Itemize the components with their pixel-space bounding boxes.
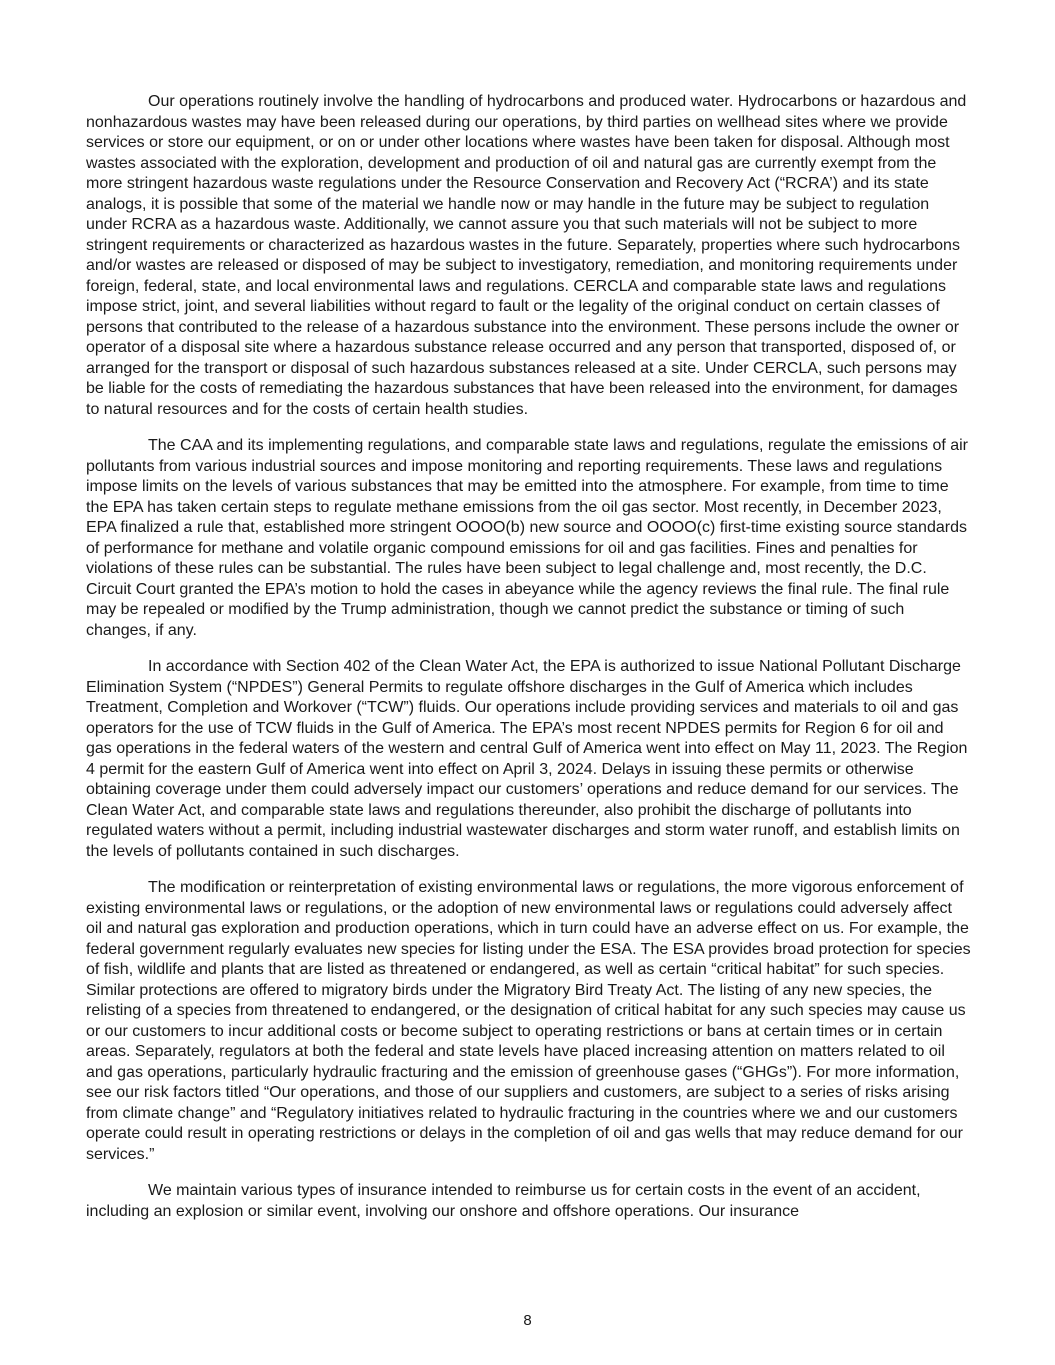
paragraph-hazardous-waste: Our operations routinely involve the handling of hydrocarbons and produced water. Hydrocarbons or hazardous and nonhazardous wastes may have been released during our operations, by third parties on wellhead sites where we provide services or store our equipment, or on or under other locations where wastes have been taken for disposal. Although most wastes associated with the exploration, development and production of oil and natural gas are currently exempt from the more stringent hazardous waste regulations under the Resource Conservation and Recovery Act (“RCRA’) and its state analogs, it is possible that some of the material we handle now or may handle in the future may be subject to regulation under RCRA as a hazardous waste. Additionally, we cannot assure you that such materials will not be subject to more stringent requirements or characterized as hazardous wastes in the future. Separately, properties where such hydrocarbons and/or wastes are released or disposed of may be subject to investigatory, remediation, and monitoring requirements under foreign, federal, state, and local environmental laws and regulations. CERCLA and comparable state laws and regulations impose strict, joint, and several liabilities without regard to fault or the legality of the original conduct on certain classes of persons that contributed to the release of a hazardous substance into the environment. These persons include the owner or operator of a disposal site where a hazardous substance release occurred and any person that transported, disposed of, or arranged for the transport or disposal of such hazardous substances released at a site. Under CERCLA, such persons may be liable for the costs of remediating the hazardous substances that have been released into the environment, for damages to natural resources and for the costs of certain health studies. — [86, 93, 967, 418]
paragraph-clean-water-act: In accordance with Section 402 of the Clean Water Act, the EPA is authorized to issue National Pollutant Discharge Elimination System (“NPDES”) General Permits to regulate offshore discharges in the Gulf of America which includes Treatment, Completion and Workover (“TCW”) fluids. Our operations include providing services and materials to oil and gas operators for the use of TCW fluids in the Gulf of America. The EPA’s most recent NPDES permits for Region 6 for oil and gas operations in the federal waters of the western and central Gulf of America went into effect on May 11, 2023. The Region 4 permit for the eastern Gulf of America went into effect on April 3, 2024. Delays in issuing these permits or otherwise obtaining coverage under them could adversely impact our customers’ operations and reduce demand for our services. The Clean Water Act, and comparable state laws and regulations thereunder, also prohibit the discharge of pollutants into regulated waters without a permit, including industrial wastewater discharges and storm water runoff, and establish limits on the levels of pollutants contained in such discharges. — [86, 658, 968, 860]
document-page — [86, 92, 971, 1238]
paragraph-air-emissions: The CAA and its implementing regulations, and comparable state laws and regulations, regulate the emissions of air pollutants from various industrial sources and impose monitoring and reporting requirements. These laws and regulations impose limits on the levels of various substances that may be emitted into the atmosphere. For example, from time to time the EPA has taken certain steps to regulate methane emissions from the oil gas sector. Most recently, in December 2023, EPA finalized a rule that, established more stringent OOOO(b) new source and OOOO(c) first-time existing source standards of performance for methane and volatile organic compound emissions for oil and gas facilities. Fines and penalties for violations of these rules can be substantial. The rules have been subject to legal challenge and, most recently, the D.C. Circuit Court granted the EPA’s motion to hold the cases in abeyance while the agency reviews the final rule. The final rule may be repealed or modified by the Trump administration, though we cannot predict the substance or timing of such changes, if any. — [86, 437, 969, 639]
paragraph-environmental-law-changes: The modification or reinterpretation of existing environmental laws or regulations, the more vigorous enforcement of existing environmental laws or regulations, or the adoption of new environmental laws or regulations could adversely affect oil and natural gas exploration and production operations, which in turn could have an adverse effect on us. For example, the federal government regularly evaluates new species for listing under the ESA. The ESA provides broad protection for species of fish, wildlife and plants that are listed as threatened or endangered, as well as certain “critical habitat” for such species. Similar protections are offered to migratory birds under the Migratory Bird Treaty Act. The listing of any new species, the relisting of a species from threatened to endangered, or the designation of critical habitat for any such species may cause us or our customers to incur additional costs or become subject to operating restrictions or bans at certain times or in certain areas. Separately, regulators at both the federal and state levels have placed increasing attention on matters related to oil and gas operations, particularly hydraulic fracturing and the emission of greenhouse gases (“GHGs”). For more information, see our risk factors titled “Our operations, and those of our suppliers and customers, are subject to a series of risks arising from climate change” and “Regulatory initiatives related to hydraulic fracturing in the countries where we and our customers operate could result in operating restrictions or delays in the completion of oil and gas wells that may reduce demand for our services.” — [86, 879, 971, 1163]
paragraph-insurance: We maintain various types of insurance intended to reimburse us for certain costs in the event of an accident, including an explosion or similar event, involving our onshore and offshore operations. Our insurance — [86, 1182, 921, 1220]
page-number: 8 — [523, 1312, 532, 1329]
